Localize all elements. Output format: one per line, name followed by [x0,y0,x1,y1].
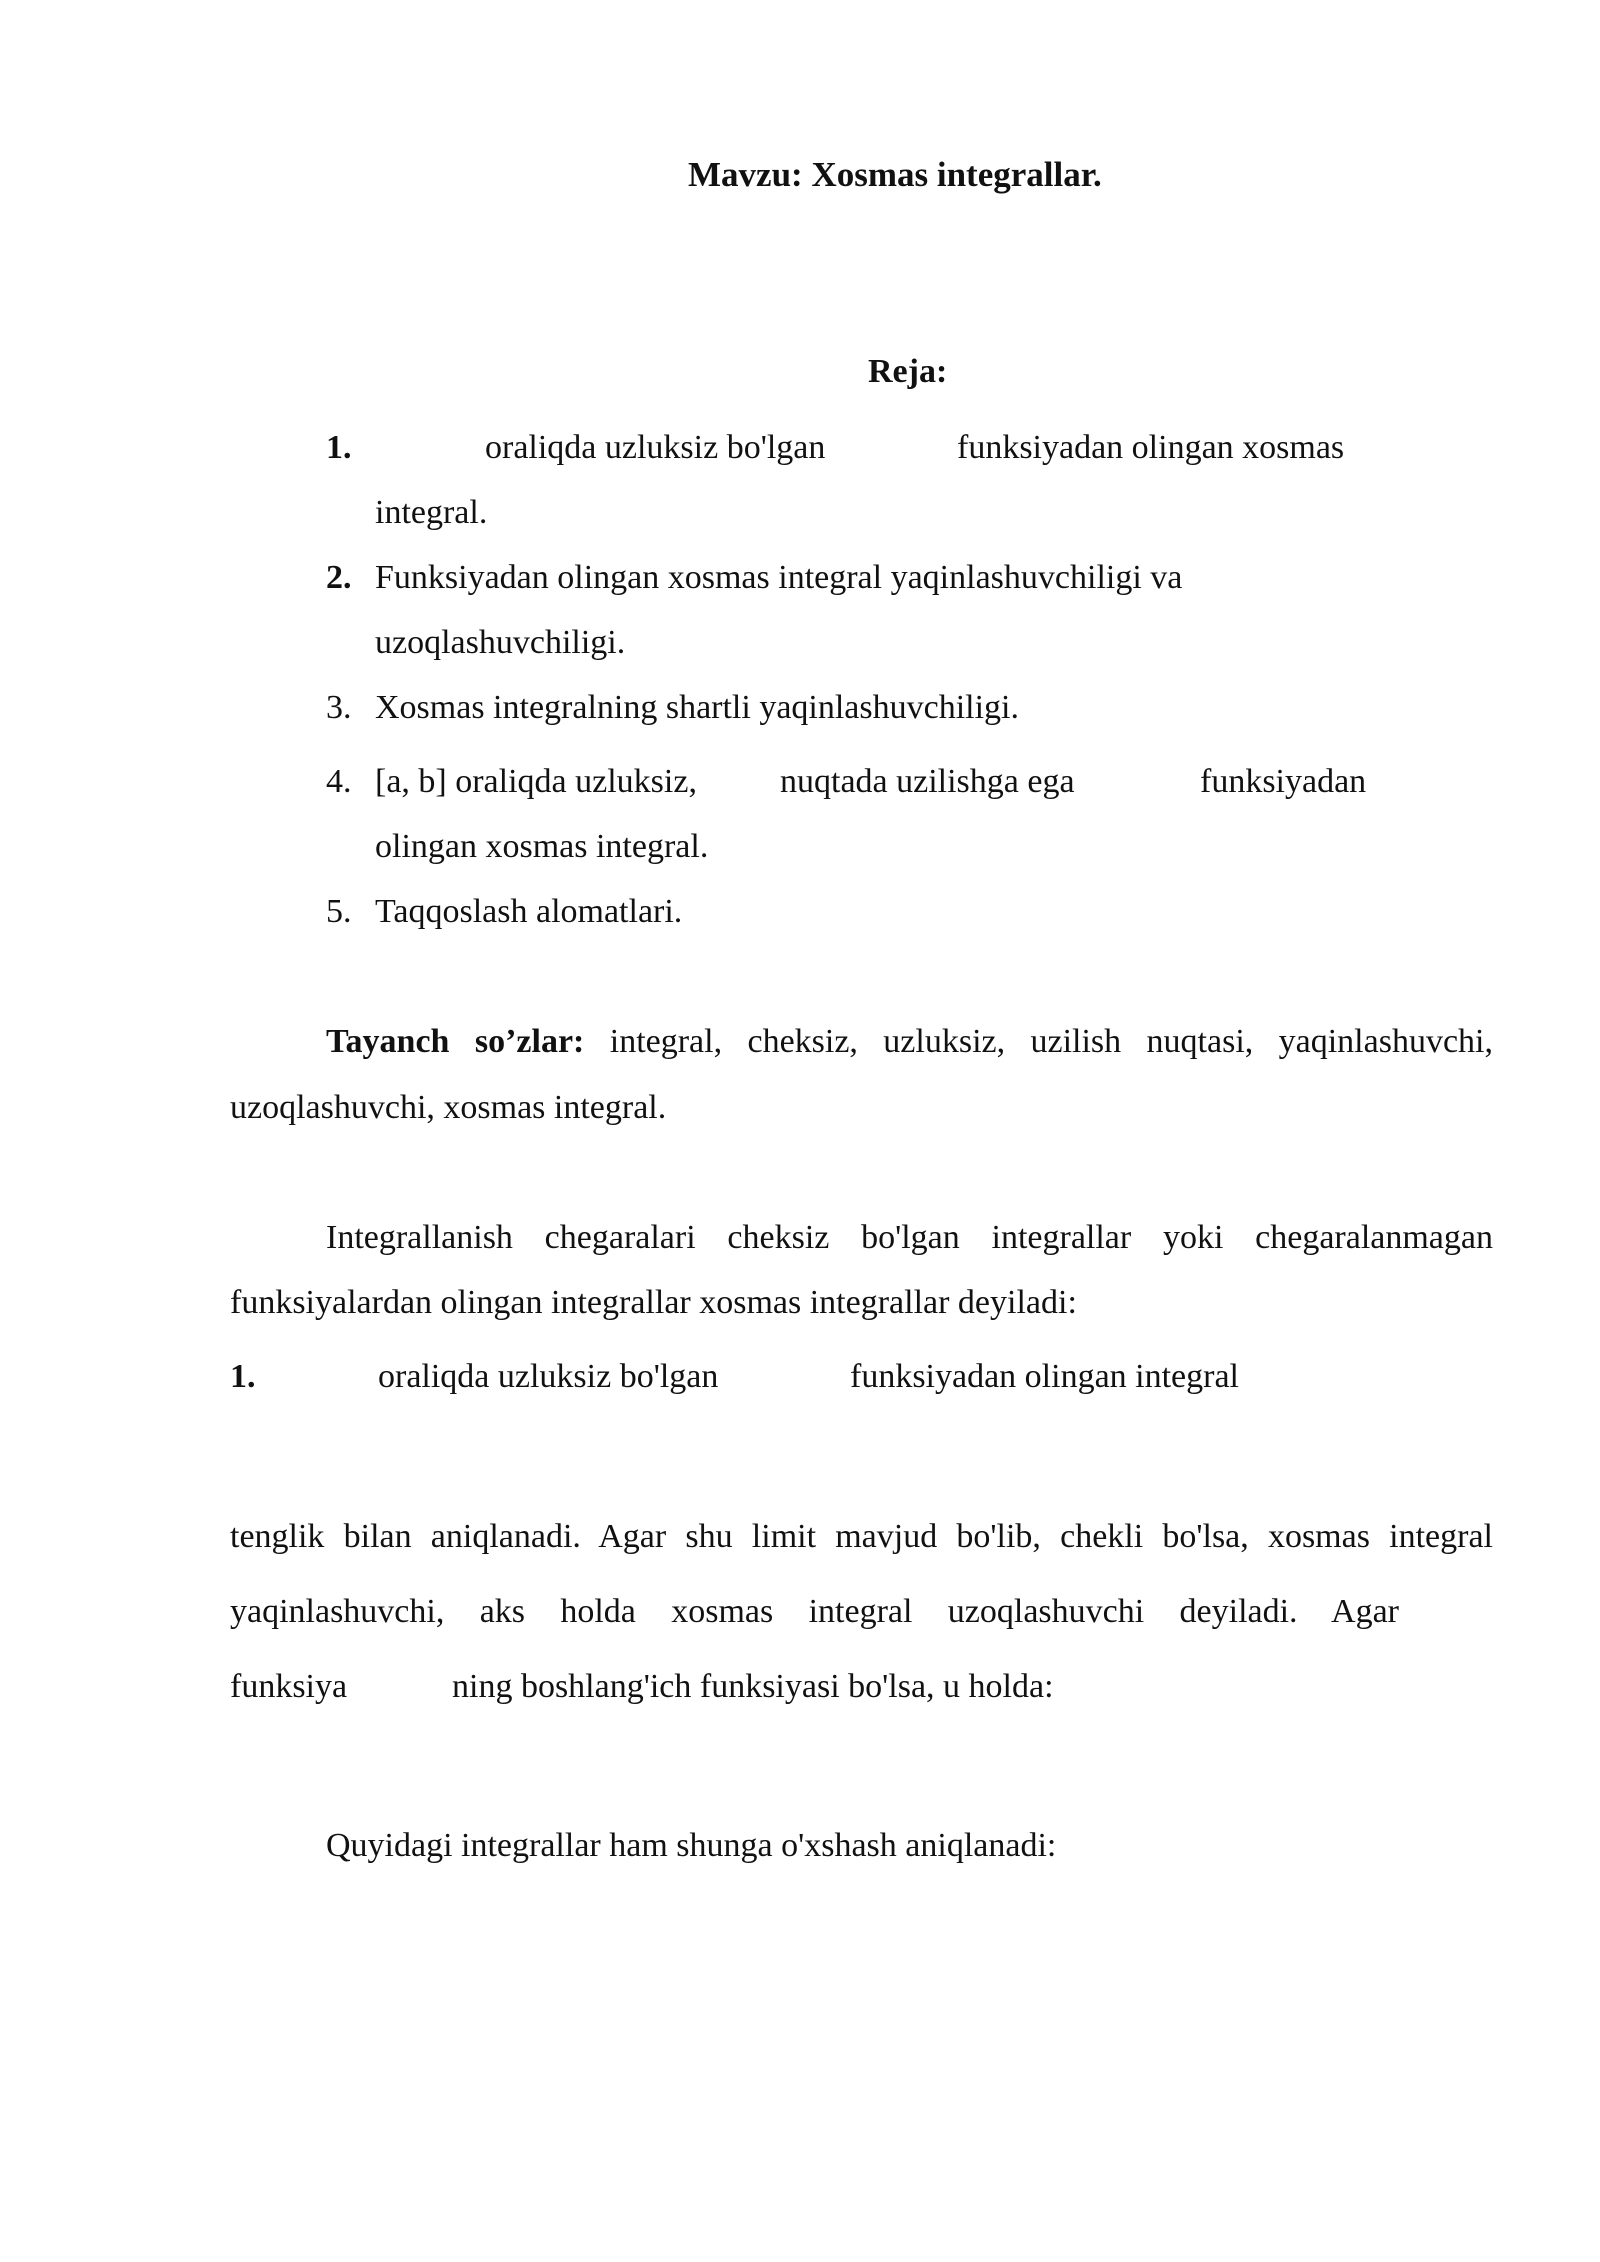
plan-item-4-number: 4. [326,763,352,800]
keywords-line-2: uzoqlashuvchi, xosmas integral. [230,1089,667,1126]
keywords-list: integral, cheksiz, uzluksiz, uzilish nuqtasi, yaqinlashuvchi, [609,1023,1493,1060]
intro-line-1: Integrallanish chegaralari cheksiz bo'lgan integrallar yoki chegaralanmagan [326,1219,1493,1256]
definition-line-3-a: funksiya [230,1668,348,1705]
plan-item-4-continuation: olingan xosmas integral. [375,828,709,865]
section-1-text-a: oraliqda uzluksiz bo'lgan [378,1358,719,1395]
definition-line-3-b: ning boshlang'ich funksiyasi bo'lsa, u holda: [452,1668,1054,1705]
plan-item-5-number: 5. [326,893,352,930]
plan-item-3-number: 3. [326,689,352,726]
section-1-number: 1. [230,1358,256,1395]
plan-item-1-continuation: integral. [375,494,488,531]
intro-line-2: funksiyalardan olingan integrallar xosmas integrallar deyiladi: [230,1284,1077,1321]
plan-item-4-text-c: funksiyadan [1200,763,1367,800]
plan-item-4-text-a: [a, b] oraliqda uzluksiz, [375,763,697,800]
definition-line-1: tenglik bilan aniqlanadi. Agar shu limit mavjud bo'lib, chekli bo'lsa, xosmas integral [230,1518,1493,1555]
section-1-text-b: funksiyadan olingan integral [850,1358,1240,1395]
closing-line: Quyidagi integrallar ham shunga o'xshash aniqlanadi: [326,1827,1057,1864]
plan-item-1-text-b: funksiyadan olingan xosmas [957,429,1345,466]
plan-item-5-text: Taqqoslash alomatlari. [375,893,683,930]
plan-item-4-text-b: nuqtada uzilishga ega [780,763,1075,800]
plan-item-1-number: 1. [326,429,352,466]
page-title: Mavzu: Xosmas integrallar. [688,155,1102,194]
plan-heading: Reja: [868,353,948,390]
plan-item-2-text: Funksiyadan olingan xosmas integral yaqinlashuvchiligi va [375,559,1183,596]
keywords-line-1 [326,1022,1493,1062]
plan-item-2-continuation: uzoqlashuvchiligi. [375,624,626,661]
keywords-label: Tayanch so’zlar: [326,1023,585,1060]
plan-item-1-text-a: oraliqda uzluksiz bo'lgan [485,429,826,466]
plan-item-3-text: Xosmas integralning shartli yaqinlashuvchiligi. [375,689,1020,726]
definition-line-2: yaqinlashuvchi, aks holda xosmas integral uzoqlashuvchi deyiladi. Agar [230,1593,1399,1630]
plan-item-2-number: 2. [326,559,352,596]
